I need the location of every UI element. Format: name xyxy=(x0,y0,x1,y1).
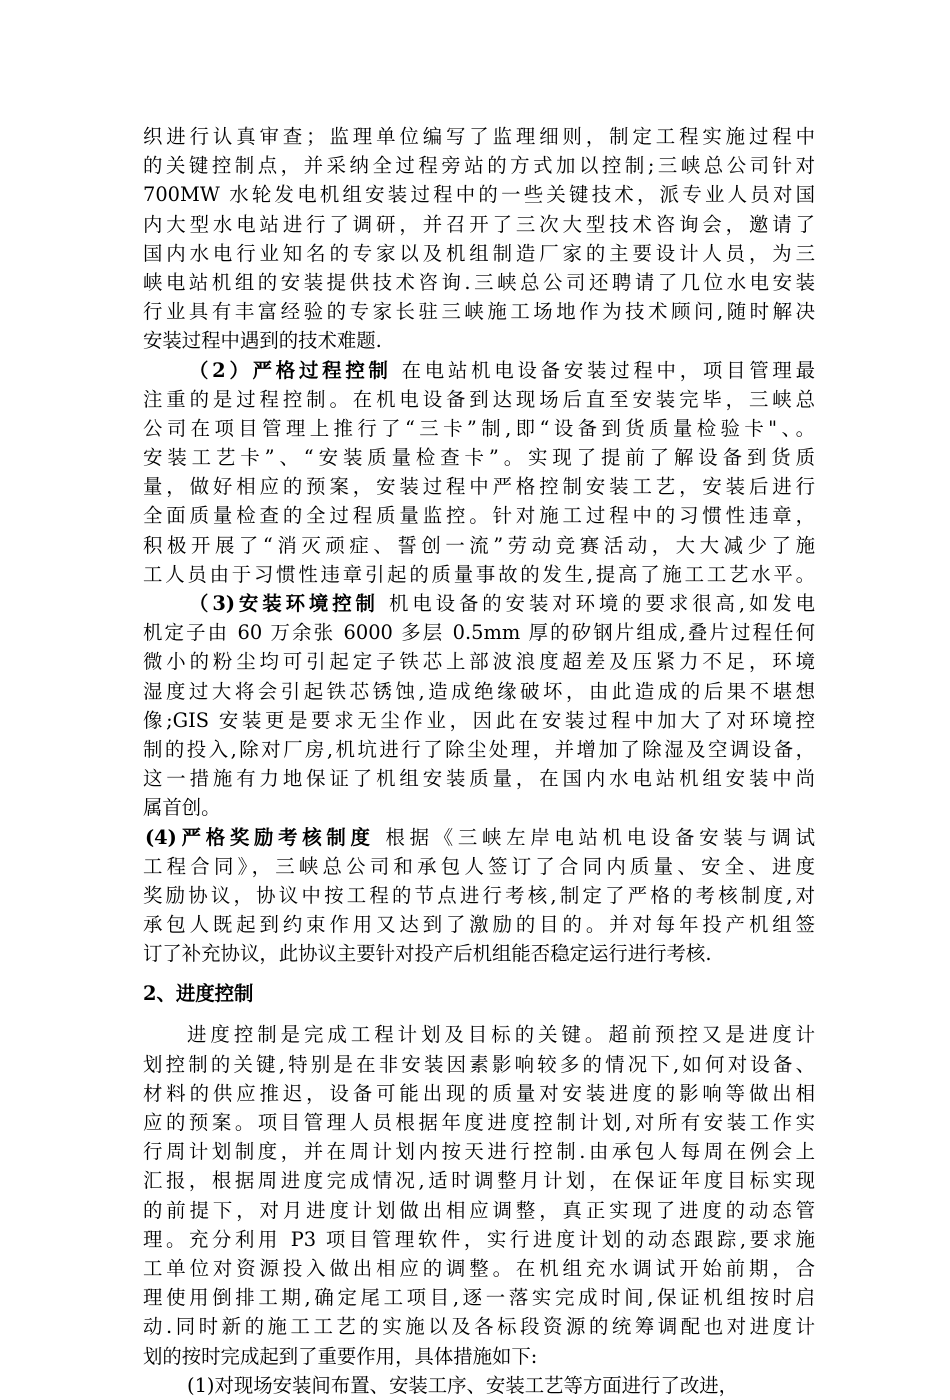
text-line: 公司在项目管理上推行了“三卡”制,即“设备到货质量检验卡"、。 xyxy=(143,416,815,440)
document-page xyxy=(143,122,815,1400)
text-line: 行业具有丰富经验的专家长驻三峡施工场地作为技术顾问,随时解决 xyxy=(143,300,815,324)
text-line: 理。充分利用 P3 项目管理软件，实行进度计划的动态跟踪,要求施 xyxy=(143,1227,815,1251)
text-line: 700MW 水轮发电机组安装过程中的一些关键技术，派专业人员对国 xyxy=(143,183,815,207)
text-line: 划控制的关键,特别是在非安装因素影响较多的情况下,如何对设备、 xyxy=(143,1052,815,1076)
text-span: 根据《三峡左岸电站机电设备安装与调试 xyxy=(374,825,815,849)
text-line: 应的预案。项目管理人员根据年度进度控制计划,对所有安装工作实 xyxy=(143,1111,815,1134)
paragraph-environment-control xyxy=(143,589,815,823)
text-line: 工人员由于习惯性违章引起的质量事故的发生,提高了施工工艺水平。 xyxy=(143,562,815,586)
text-line: 工程合同》，三峡总公司和承包人签订了合同内质量、安全、进度 xyxy=(143,854,815,878)
text-line: 材料的供应推迟，设备可能出现的质量对安装进度的影响等做出相 xyxy=(143,1081,815,1105)
text-line: 属首创。 xyxy=(143,796,221,820)
text-line: 汇报，根据周进度完成情况,适时调整月计划，在保证年度目标实现 xyxy=(143,1169,815,1193)
text-line: 微小的粉尘均可引起定子铁芯上部波浪度超差及压紧力不足，环境 xyxy=(143,650,815,674)
text-line xyxy=(143,356,815,385)
text-line: 划的按时完成起到了重要作用，具体措施如下: xyxy=(143,1344,538,1368)
text-line: 动.同时新的施工工艺的实施以及各标段资源的统筹调配也对进度计 xyxy=(143,1315,815,1339)
text-line: 行周计划制度，并在周计划内按天进行控制.由承包人每周在例会上 xyxy=(143,1140,815,1164)
text-line xyxy=(143,589,815,618)
text-line: 织进行认真审查；监理单位编写了监理细则，制定工程实施过程中 xyxy=(143,125,815,148)
paragraph-quality-review xyxy=(143,122,815,356)
paragraph-incentive-system xyxy=(143,823,815,969)
text-line: 积极开展了“消灭顽症、誓创一流”劳动竞赛活动，大大减少了施 xyxy=(143,533,815,557)
text-line: 机定子由 60 万余张 6000 多层 0.5mm 厚的矽钢片组成,叠片过程任何 xyxy=(143,621,815,645)
text-span: 在电站机电设备安装过程中，项目管理最 xyxy=(391,358,815,382)
text-line: 量，做好相应的预案，安装过程中严格控制安装工艺，安装后进行 xyxy=(143,475,815,499)
text-line: 内大型水电站进行了调研，并召开了三次大型技术咨询会，邀请了 xyxy=(143,212,815,236)
text-line: 国内水电行业知名的专家以及机组制造厂家的主要设计人员，为三 xyxy=(143,241,815,265)
text-line: 承包人既起到约束作用又达到了激励的目的。并对每年投产机组签 xyxy=(143,913,815,937)
text-line: 注重的是过程控制。在机电设备到达现场后直至安装完毕，三峡总 xyxy=(143,387,815,411)
text-line: 安装工艺卡”、“安装质量检查卡”。实现了提前了解设备到货质 xyxy=(143,446,815,470)
paragraph-schedule-control xyxy=(143,1020,815,1399)
paragraph-label: (4)严格奖励考核制度 xyxy=(145,825,375,849)
text-line: 进度控制是完成工程计划及目标的关键。超前预控又是进度计 xyxy=(187,1023,815,1047)
text-line: 制的投入,除对厂房,机坑进行了除尘处理，并增加了除湿及空调设备， xyxy=(143,737,815,761)
text-line: 像;GIS 安装更是要求无尘作业，因此在安装过程中加大了对环境控 xyxy=(143,708,815,732)
text-line: 订了补充协议，此协议主要针对投产后机组能否稳定运行进行考核. xyxy=(143,942,712,966)
text-line: 的前提下，对月进度计划做出相应调整，真正实现了进度的动态管 xyxy=(143,1198,815,1222)
list-item-text: (1)对现场安装间布置、安装工序、安装工艺等方面进行了改进， xyxy=(187,1373,739,1397)
text-line: 安装过程中遇到的技术难题. xyxy=(143,329,382,353)
paragraph-label: （3)安装环境控制 xyxy=(189,592,379,615)
text-line: 的关键控制点，并采纳全过程旁站的方式加以控制;三峡总公司针对 xyxy=(143,154,815,178)
paragraph-label: （2）严格过程控制 xyxy=(189,358,392,382)
text-span: 机电设备的安装对环境的要求很高,如发电 xyxy=(378,592,816,615)
text-line: 这一措施有力地保证了机组安装质量，在国内水电站机组安装中尚 xyxy=(143,767,815,791)
text-line: 峡电站机组的安装提供技术咨询.三峡总公司还聘请了几位水电安装 xyxy=(143,270,815,294)
text-line: 理使用倒排工期,确定尾工项目,逐一落实完成时间,保证机组按时启 xyxy=(143,1286,815,1310)
text-line: 湿度过大将会引起铁芯锈蚀,造成绝缘破坏，由此造成的后果不堪想 xyxy=(143,679,815,703)
text-line xyxy=(143,823,815,852)
text-line: 工单位对资源投入做出相应的调整。在机组充水调试开始前期，合 xyxy=(143,1256,815,1280)
text-line: 全面质量检查的全过程质量监控。针对施工过程中的习惯性违章， xyxy=(143,504,815,528)
text-line: 奖励协议，协议中按工程的节点进行考核,制定了严格的考核制度,对 xyxy=(143,883,815,907)
section-heading: 2、进度控制 xyxy=(143,982,254,1006)
paragraph-process-control xyxy=(143,356,815,590)
